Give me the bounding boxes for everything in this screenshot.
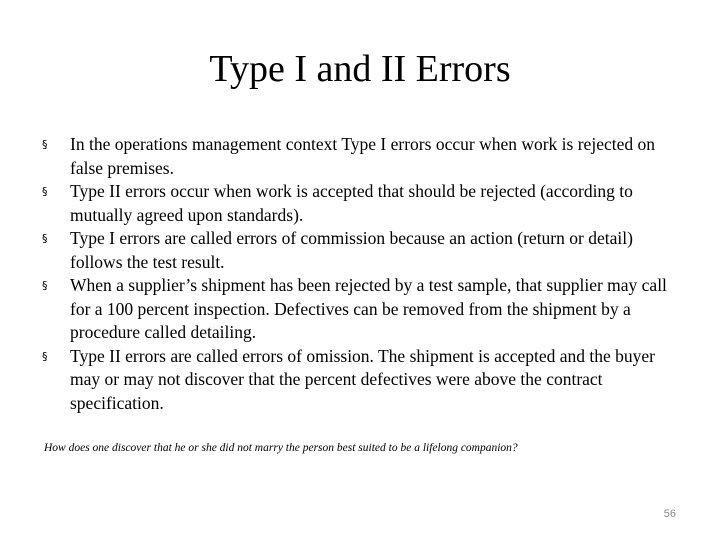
bullet-item	[42, 274, 682, 345]
bullet-text: Type I errors are called errors of commission because an action (return or detail) follows the test result.	[70, 228, 633, 272]
bullet-list	[42, 133, 682, 415]
bullet-item	[42, 227, 682, 274]
bullet-item	[42, 345, 682, 416]
bullet-text: Type II errors are called errors of omission. The shipment is accepted and the buyer may or may not discover that the percent defectives were above the contract specification.	[70, 345, 655, 413]
slide-title: Type I and II Errors	[209, 48, 511, 90]
bullet-item	[42, 133, 682, 180]
bullet-text: When a supplier’s shipment has been rejected by a test sample, that supplier may call for a 100 percent inspection. Defectives can be removed from the shipment by a procedure called detailing.	[70, 275, 667, 342]
bullet-marker-icon: §	[42, 232, 48, 245]
page-number: 56	[663, 508, 676, 520]
bullet-text: In the operations management context Type I errors occur when work is rejected on false premises.	[70, 134, 655, 178]
footnote-question: How does one discover that he or she did not marry the person best suited to be a lifelong companion?	[44, 442, 518, 454]
bullet-text: Type II errors occur when work is accepted that should be rejected (according to mutually agreed upon standards).	[70, 181, 633, 225]
bullet-marker-icon: §	[42, 185, 48, 198]
bullet-marker-icon: §	[42, 349, 48, 363]
bullet-marker-icon: §	[42, 279, 48, 292]
bullet-marker-icon: §	[42, 138, 48, 151]
bullet-item	[42, 180, 682, 227]
